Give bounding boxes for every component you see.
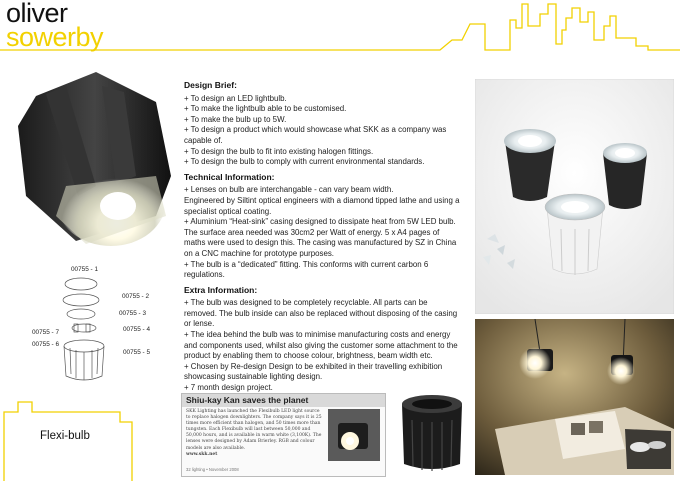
part-label-4: 00755 - 4 (123, 326, 151, 333)
technical-section (184, 172, 462, 281)
brief-line: + To design the bulb to comply with current environmental standards. (184, 157, 425, 167)
magazine-clipping (181, 393, 386, 477)
clipping-product-photo (328, 409, 380, 461)
extra-section (184, 285, 462, 394)
part-label-6: 00755 - 6 (32, 341, 60, 348)
extra-line: + The idea behind the bulb was to minimise manufacturing costs and energy and components used, whilst also giving the customer some attachment to the product by enabling them to choose colour, brightness, beam width etc. (184, 330, 458, 361)
description-column (184, 80, 462, 398)
part-label-1: 00755 - 1 (71, 266, 99, 273)
technical-heading: Technical Information: (184, 171, 275, 182)
technical-line: Engineered by Siltint optical engineers with a diamond tipped lathe and using a specialist optical coating. (184, 195, 460, 216)
brief-line: + To design the bulb to fit into existing halogen fittings. (184, 146, 374, 156)
brief-line: + To make the bulb up to 5W. (184, 114, 287, 124)
technical-line: + The bulb is a “dedicated” fitting. This conforms with current carbon 6 regulations. (184, 259, 429, 280)
clipping-body (186, 409, 324, 458)
bulb-casing-photo (394, 392, 470, 476)
clipping-body-text: SKK Lighting has launched the Flexibulb LED light source to replace halogen downlighters. The company says it is 25 times more efficient than halogen, and 50 times more than tungsten. Each Flexibulb will last between 50,000 and 50,000 hours, and is available in warm white (3,100K). The lenses were designed by Adam Brierley. RGB and colour models are also available. (186, 409, 322, 451)
design-brief-heading: Design Brief: (184, 80, 237, 90)
part-label-7: 00755 - 7 (32, 329, 60, 336)
brief-line: + To design a product which would showcase what SKK as a company was capable of. (184, 125, 447, 145)
part-label-5: 00755 - 5 (123, 349, 151, 356)
bulb-product-photo (6, 66, 182, 254)
clipping-footer: 32 lighting • November 2008 (186, 467, 239, 472)
technical-line: + Lenses on bulb are interchangable - can vary beam width. (184, 185, 394, 195)
exhibition-photo (475, 319, 674, 475)
clipping-title: Shiu-kay Kan saves the planet (186, 395, 309, 405)
technical-line: + Aluminium “Heat-sink” casing designed to dissipate heat from 5W LED bulb. The surface area needed was 30cm2 per Watt of energy. 5 x A4 pages of maths were used to design this. The casing was manufactured by SZ in China on a CNC machine for prototype purposes. (184, 217, 457, 258)
skyline-outline (0, 0, 680, 60)
brief-line: + To make the lightbulb able to be customised. (184, 104, 347, 114)
design-brief-section (184, 80, 462, 168)
extra-line: + The bulb was designed to be completely recyclable. All parts can be removed. The bulb inside can also be replaced without disposing of the casing or lense. (184, 298, 458, 329)
part-label-2: 00755 - 2 (122, 293, 150, 300)
bulb-variants-render (475, 79, 674, 314)
project-title: Flexi-bulb (40, 430, 90, 442)
brief-line: + To design an LED lightbulb. (184, 93, 287, 103)
brand-first-name: oliver (6, 0, 68, 28)
extra-line: + 7 month design project. (184, 383, 273, 393)
extra-line: + Chosen by Re-design Design to be exhibited in their travelling exhibition showcasing sustainable lighting design. (184, 361, 443, 382)
exploded-parts-diagram (36, 268, 126, 388)
brand-last-name: sowerby (6, 22, 104, 52)
part-label-3: 00755 - 3 (119, 310, 147, 317)
clipping-url: www.skk.net (186, 451, 218, 457)
extra-heading: Extra Information: (184, 284, 258, 295)
